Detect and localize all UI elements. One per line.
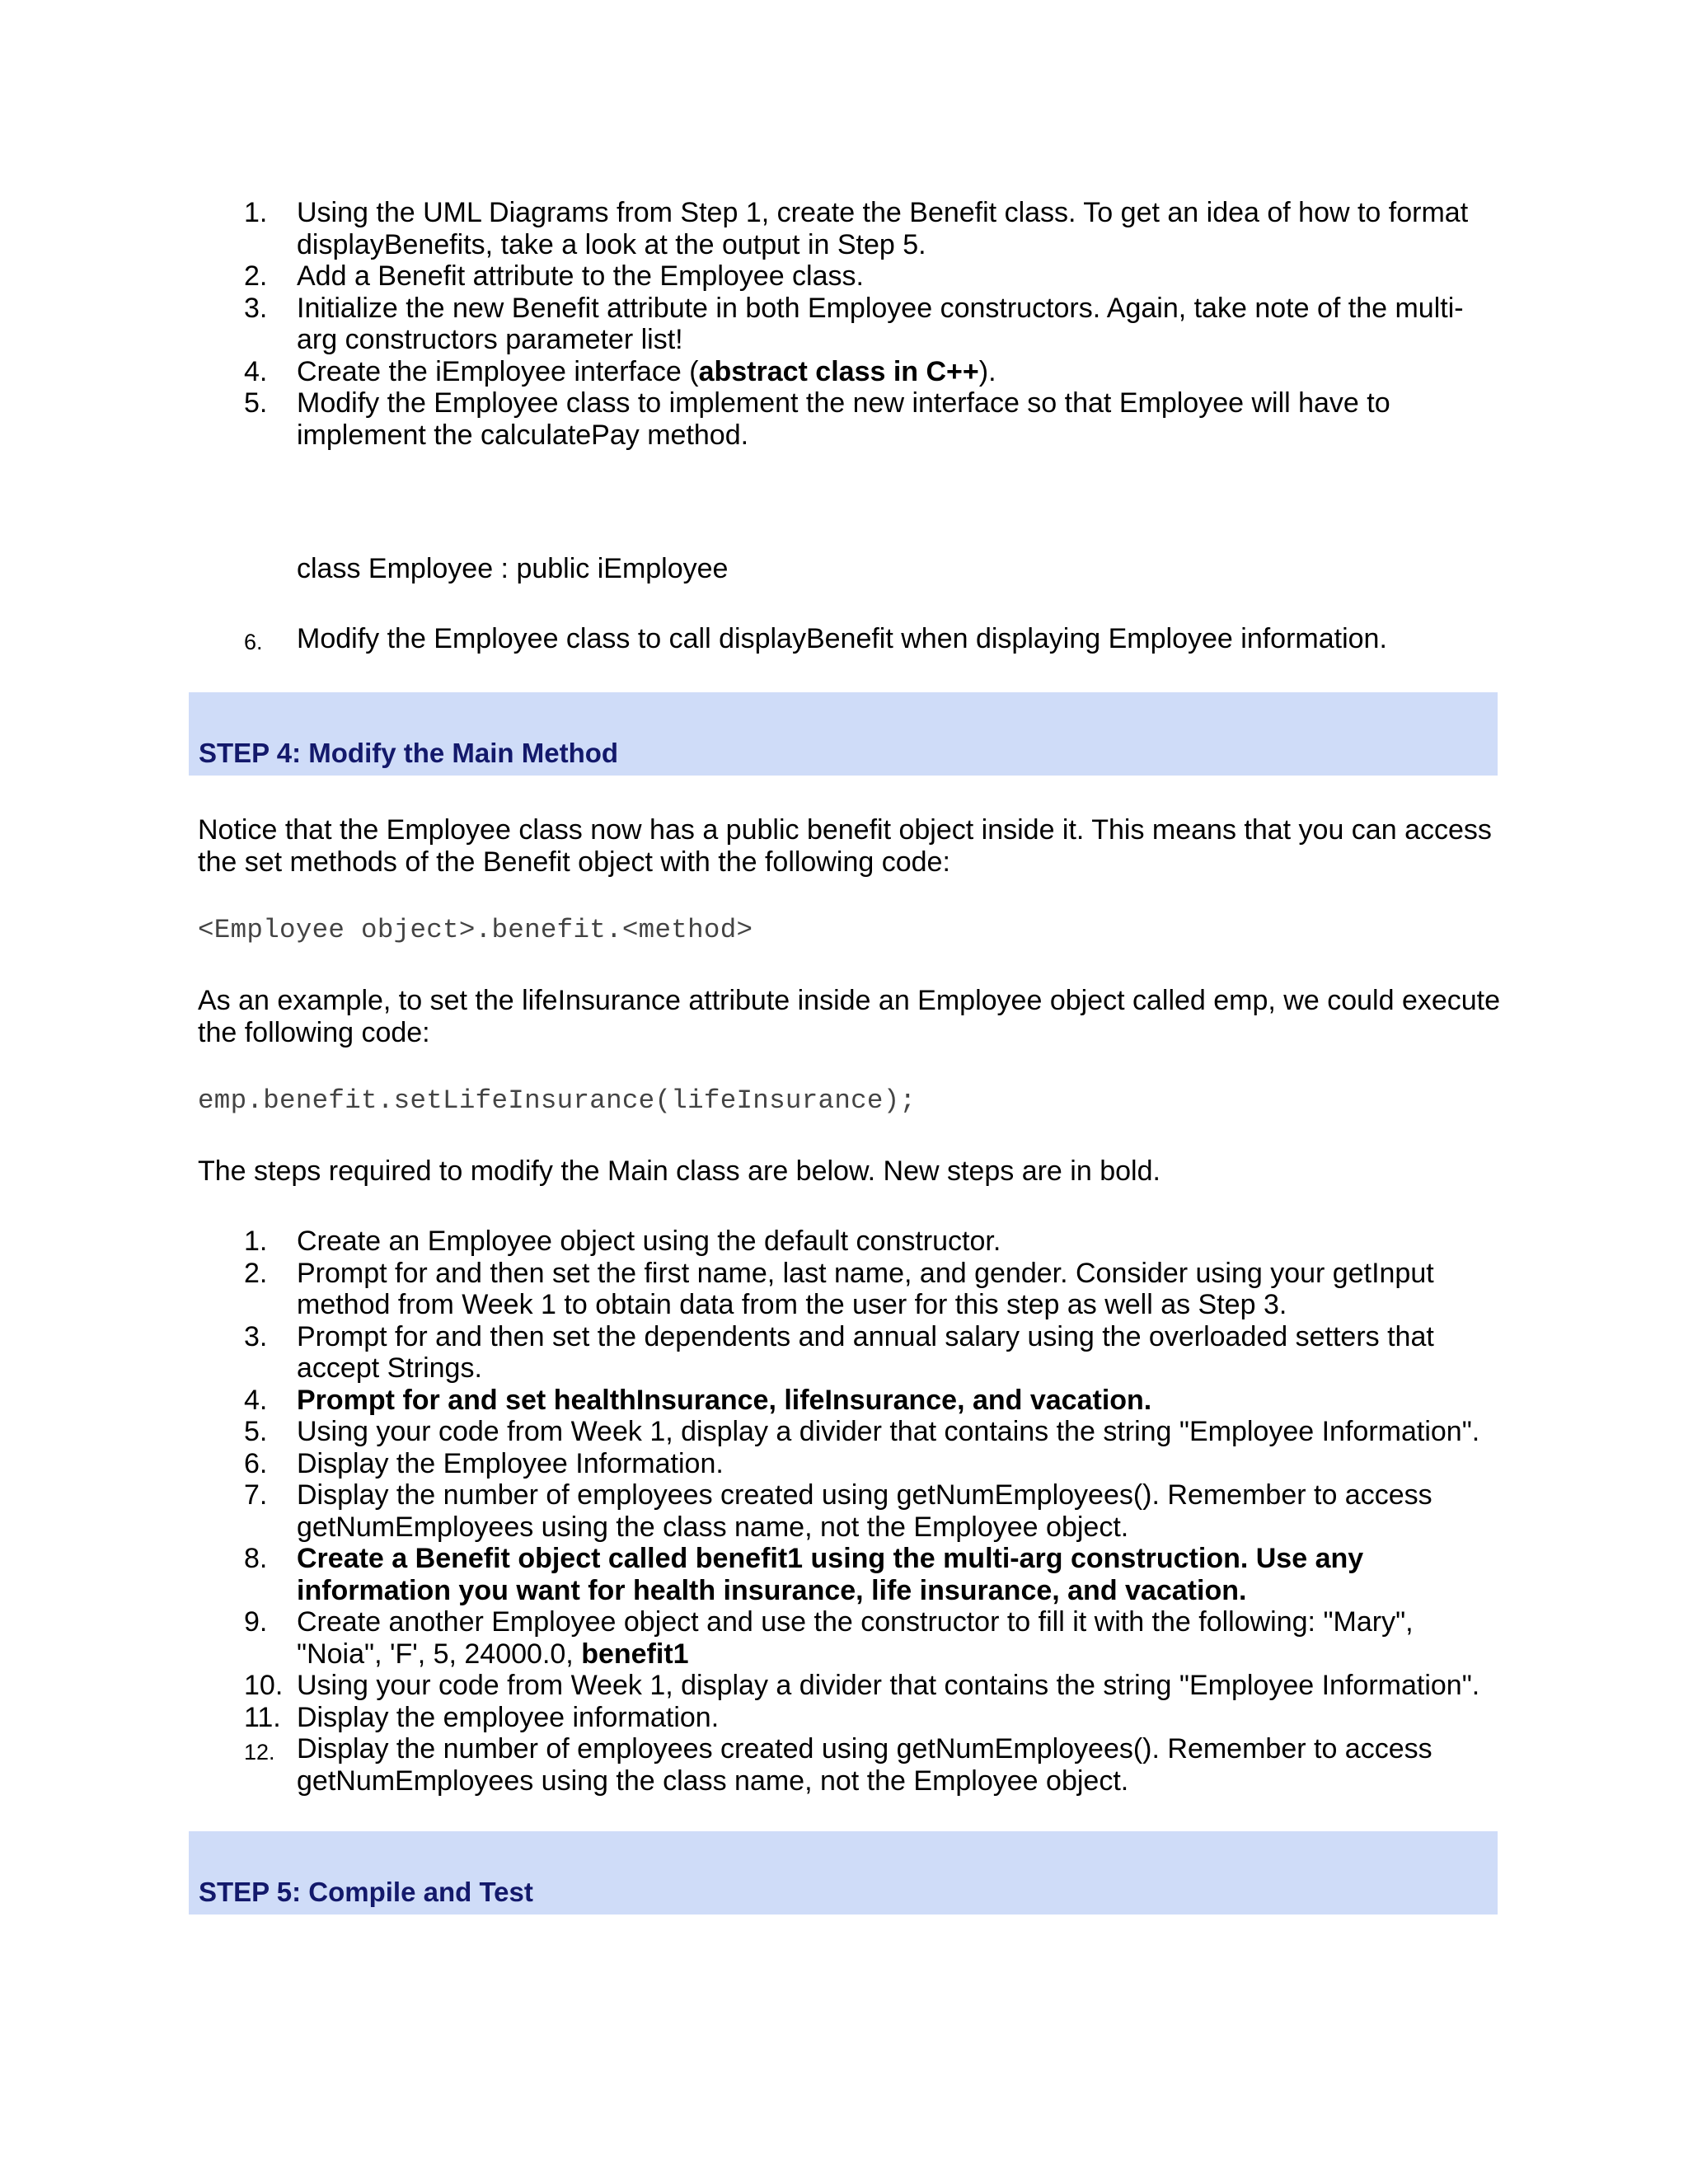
list-item-bold-text: abstract class in C++ [698, 355, 979, 387]
list-item [244, 1416, 1500, 1448]
list-item [244, 355, 1500, 388]
list-number: 3. [244, 1320, 268, 1352]
list-item [244, 1226, 1500, 1258]
task-list-main [244, 1226, 1500, 1797]
list-item-text: Using the UML Diagrams from Step 1, create the Benefit class. To get an idea of how to format displayBenefits, take a look at the output in Step 5. [297, 197, 1469, 260]
list-item [244, 1606, 1500, 1670]
list-item-text: ). [978, 355, 996, 387]
list-item [244, 1447, 1500, 1480]
list-item [244, 1257, 1500, 1321]
steps-intro: The steps required to modify the Main class are below. New steps are in bold. [198, 1155, 1160, 1187]
code-snippet-method: <Employee object>.benefit.<method> [198, 915, 753, 945]
list-item [244, 1733, 1500, 1797]
list-item-text: Modify the Employee class to call displayBenefit when displaying Employee information. [297, 623, 1387, 654]
list-item [244, 1320, 1500, 1385]
list-item-text: Create the iEmployee interface ( [297, 355, 699, 387]
list-number: 8. [244, 1543, 268, 1574]
list-number: 6. [244, 630, 263, 654]
list-item [244, 623, 1500, 655]
list-item-text: Display the number of employees created using getNumEmployees(). Remember to access getNumEmployees using the class name, not the Employee object. [297, 1479, 1432, 1543]
list-item-text: Using your code from Week 1, display a divider that contains the string "Employee Information". [297, 1416, 1480, 1447]
list-number: 11. [244, 1701, 281, 1733]
list-item [244, 1543, 1500, 1606]
list-number: 6. [244, 1447, 268, 1479]
list-number: 2. [244, 1257, 268, 1289]
step5-heading: STEP 5: Compile and Test [199, 1877, 533, 1907]
class-declaration: class Employee : public iEmployee [297, 553, 729, 584]
list-item-bold-text: Prompt for and set healthInsurance, lifeInsurance, and vacation. [297, 1384, 1152, 1416]
code-snippet-set-life-insurance: emp.benefit.setLifeInsurance(lifeInsurance); [198, 1085, 917, 1116]
list-number: 5. [244, 387, 268, 419]
list-item-text: Display the Employee Information. [297, 1447, 724, 1479]
list-item [244, 1384, 1500, 1417]
list-item-text: Display the number of employees created using getNumEmployees(). Remember to access getNumEmployees using the class name, not the Employee object. [297, 1733, 1432, 1797]
task-list-top [244, 197, 1500, 451]
list-item-text: Prompt for and then set the dependents and annual salary using the overloaded setters that accept Strings. [297, 1320, 1434, 1384]
task-list-item-6 [244, 623, 1500, 655]
list-item [244, 1701, 1500, 1734]
list-item-text: Create another Employee object and use the constructor to fill it with the following: "Mary", "Noia", 'F', 5, 24000.0, [297, 1606, 1414, 1670]
list-item [244, 260, 1500, 293]
list-item [244, 292, 1500, 356]
list-item-text: Initialize the new Benefit attribute in both Employee constructors. Again, take note of the multi-arg constructors parameter list! [297, 292, 1464, 355]
step4-banner [189, 692, 1498, 776]
step4-heading: STEP 4: Modify the Main Method [199, 738, 619, 768]
list-item-bold-text: Create a Benefit object called benefit1 using the multi-arg construction. Use any information you want for health insurance, life insurance, and vacation. [297, 1543, 1364, 1606]
list-number: 12. [244, 1740, 275, 1765]
list-item-text: Modify the Employee class to implement the new interface so that Employee will have to implement the calculatePay method. [297, 387, 1390, 451]
list-number: 7. [244, 1479, 268, 1511]
list-item-text: Using your code from Week 1, display a divider that contains the string "Employee Information". [297, 1670, 1480, 1701]
list-item-text: Display the employee information. [297, 1701, 720, 1733]
step5-banner [189, 1831, 1498, 1915]
step4-example: As an example, to set the lifeInsurance attribute inside an Employee object called emp, we could execute the following code: [198, 985, 1501, 1048]
list-number: 4. [244, 1384, 268, 1416]
list-item [244, 1670, 1500, 1702]
list-number: 1. [244, 1226, 268, 1257]
list-number: 10. [244, 1670, 284, 1701]
list-item [244, 1479, 1500, 1543]
list-item-text: Add a Benefit attribute to the Employee class. [297, 260, 864, 292]
list-item [244, 387, 1500, 451]
list-number: 3. [244, 292, 268, 324]
list-number: 9. [244, 1606, 268, 1638]
list-number: 4. [244, 355, 268, 387]
step4-intro: Notice that the Employee class now has a public benefit object inside it. This means that you can access the set methods of the Benefit object with the following code: [198, 814, 1492, 878]
list-item [244, 197, 1500, 260]
list-number: 5. [244, 1416, 268, 1447]
list-item-text: Create an Employee object using the default constructor. [297, 1226, 1001, 1257]
list-item-text: Prompt for and then set the first name, last name, and gender. Consider using your getInput method from Week 1 to obtain data from the user for this step as well as Step 3. [297, 1257, 1434, 1320]
list-item-bold-text: benefit1 [581, 1638, 689, 1670]
list-number: 2. [244, 260, 268, 292]
list-number: 1. [244, 197, 268, 228]
